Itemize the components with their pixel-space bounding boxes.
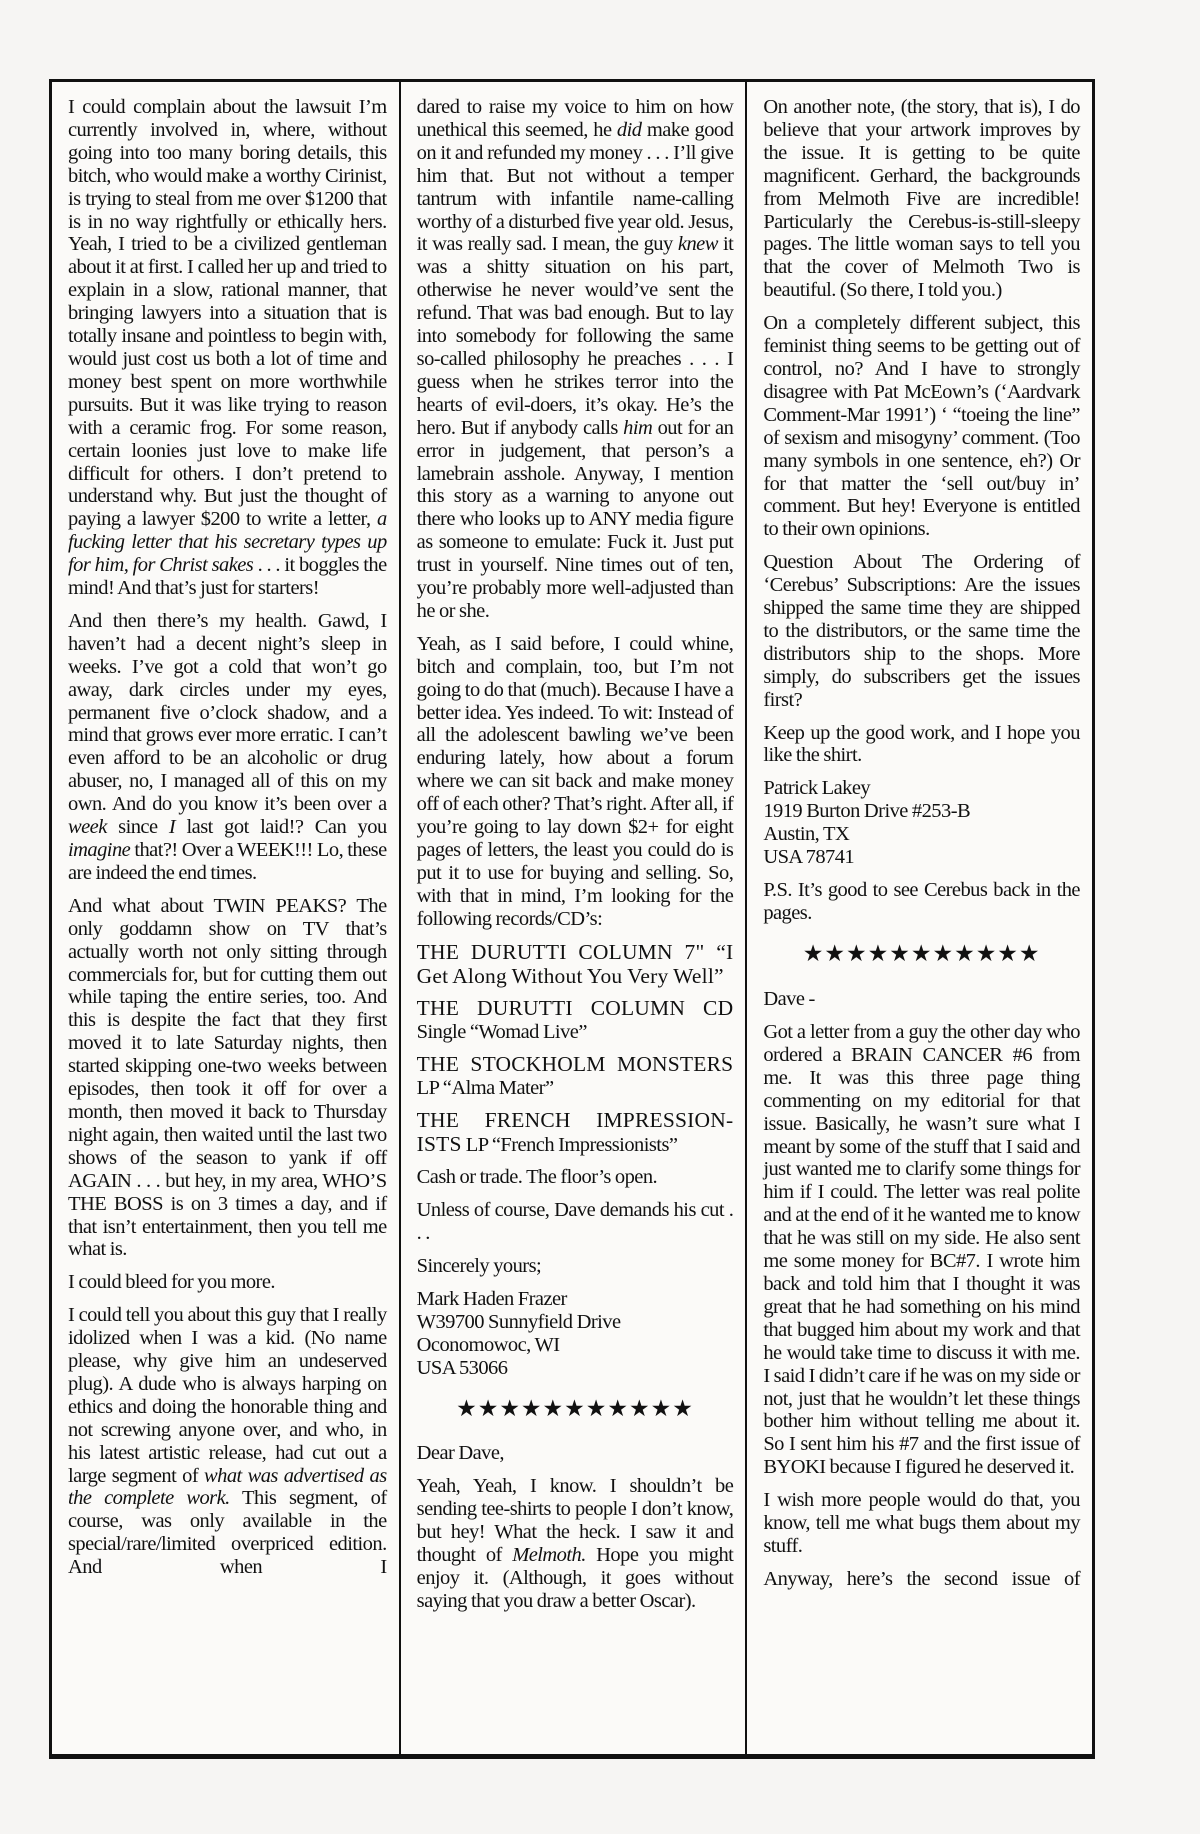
text-run: Got a letter from a guy the other day who ordered a BRAIN CANCER #6 from me. It was this three page thing commenting on my editorial for that issue. Basically, he wasn’t sure what I meant by some of the stuff that I said and just wanted me to clarify some things for him if I could. The letter was real polite and at the end of it he wanted me to know that he was still on my side. He also sent me some money for BC#7. I wrote him back and told him that I thought it was great that he had something on his mind that bugged him about my work and that he would take time to discuss it with me. I said I didn’t care if he was on my side or not, just that he wouldn’t let these things bother him without telling me about it. So I sent him his #7 and the first issue of BYOKI because I figured he deserved it.	[763, 1021, 1080, 1479]
address-line: Austin, TX	[763, 823, 850, 846]
letter-paragraph	[763, 879, 1080, 925]
letter-paragraph	[68, 1304, 387, 1579]
text-run: P.S. It’s good to see Cerebus back in the pages.	[763, 879, 1080, 925]
italic-text: a fucking letter that his secretary types up for him, for Christ sakes	[68, 508, 387, 577]
text-run: Dear Dave,	[416, 1442, 504, 1465]
record-listing	[417, 941, 734, 989]
address-line: USA 53066	[416, 1356, 508, 1379]
letter-paragraph	[763, 312, 1080, 541]
text-run: Hope you might enjoy it. (Although, it goes without saying that you draw a better Oscar).	[416, 1544, 734, 1612]
address-line: Oconomowoc, WI	[416, 1333, 560, 1356]
text-run: THE DURUTTI COLUMN CD	[416, 996, 734, 1021]
text-run: This segment, of course, was only available in the special/rare/limited overpriced edition. And when I	[68, 1487, 387, 1579]
address-line: Patrick Lakey	[763, 777, 871, 800]
letter-paragraph	[763, 551, 1080, 711]
text-run: THE STOCKHOLM MONSTERS	[416, 1052, 734, 1077]
text-run: I wish more people would do that, you know, tell me what bugs them about my stuff.	[763, 1489, 1080, 1557]
text-run: LP “Alma Mater”	[416, 1077, 554, 1100]
text-run: And what about TWIN PEAKS? The only goddamn show on TV that’s actually worth not only sitting through commercials for, but for cutting them out while taping the entire series, too. And this is despite the fact that they first moved it to late Saturday nights, then started skipping one-two weeks between episodes, then took it off for over a month, then moved it back to Thursday night again, then waited until the last two shows of the season to yank if off AGAIN . . . but hey, in my area, WHO’S THE BOSS is on 3 times a day, and if that isn’t entertainment, then you tell me what is.	[68, 894, 387, 1261]
italic-text: did	[616, 118, 642, 141]
record-listing	[417, 1053, 734, 1100]
italic-text: week	[68, 816, 107, 839]
text-run: make good on it and refunded my money . . . I’ll give him that. But not without a temper tantrum with infantile name-calling worthy of a disturbed five year old. Jesus, it was really sad. I mean, the guy	[416, 118, 734, 256]
text-run: I could complain about the lawsuit I’m currently involved in, where, without going into too many boring details, this bitch, who would make a worthy Cirinist, is trying to steal from me over $1200 that is in no way rightfully or ethically hers. Yeah, I tried to be a civilized gentleman about it at first. I called her up and tried to explain in a slow, rational manner, that bringing lawyers into a situation that is totally insane and pointless to begin with, would just cost us both a lot of time and money best spent on more worthwhile pursuits. But it was like trying to reason with a ceramic frog. For some reason, certain loonies just love to make life difficult for others. I don’t pretend to understand why. But just the thought of paying a lawyer $200 to write a letter,	[68, 96, 387, 531]
text-run: And then there’s my health. Gawd, I haven’t had a decent night’s sleep in weeks. I’ve got a cold that won’t go away, dark circles under my eyes, permanent five o’clock shadow, and a mind that grows ever more erratic. I can’t even afford to be an alcoholic or drug abuser, no, I managed all of this on my own. And do you know it’s been over a	[68, 609, 387, 816]
letter-paragraph	[763, 722, 1080, 768]
text-run: I could tell you about this guy that I really idolized when I was a kid. (No name please, why give him an undeserved plug). A dude who is always harping on ethics and doing the honorable thing and not screwing anyone over, and who, in his latest artistic release, had cut out a large segment of	[68, 1304, 387, 1487]
italic-text: him	[623, 416, 653, 439]
letters-page-frame	[49, 79, 1095, 1759]
text-run: Cash or trade. The floor’s open.	[416, 1165, 658, 1188]
text-run: THE FRENCH IMPRESSION-ISTS	[416, 1108, 734, 1156]
column-3	[745, 82, 1092, 1754]
signature-address	[763, 777, 1080, 869]
address-line: 1919 Burton Drive #253-B	[763, 800, 971, 823]
italic-text: imagine	[68, 839, 131, 861]
letter-paragraph	[763, 1489, 1080, 1558]
letter-paragraph	[68, 96, 387, 600]
letter-paragraph	[763, 96, 1080, 302]
star-divider: ★★★★★★★★★★★	[802, 941, 1041, 968]
text-run: since	[106, 816, 169, 839]
letter-paragraph	[417, 1442, 734, 1465]
text-run: Sincerely yours;	[416, 1254, 542, 1277]
address-line: W39700 Sunnyfield Drive	[416, 1310, 621, 1333]
letter-paragraph	[68, 610, 387, 885]
record-listing	[417, 1109, 734, 1157]
text-run: dared to raise my voice to him on how unethical this seemed, he	[416, 96, 734, 141]
text-run: THE DURUTTI COLUMN 7" “I Get Along Without You Very Well”	[416, 939, 734, 988]
text-run: Anyway, here’s the second issue of	[763, 1567, 1080, 1590]
text-run: that?! Over a WEEK!!! Lo, these are indeed the end times.	[68, 839, 387, 884]
text-run: out for an error in judgement, that person’s a lamebrain asshole. Anyway, I mention this story as a warning to anyone out there who looks up to ANY media figure as someone to emulate: Fuck it. Just put trust in yourself. Nine times out of ten, you’re probably more well-adjusted than he or she.	[416, 416, 734, 622]
letter-paragraph	[68, 895, 387, 1262]
text-run: Single “Womad Live”	[416, 1021, 587, 1044]
text-run: Keep up the good work, and I hope you like the shirt.	[763, 721, 1080, 767]
column-2	[399, 82, 746, 1754]
text-run: Question About The Ordering of ‘Cerebus’ Subscriptions: Are the issues shipped the same time they are shipped to the distributors, or the same time the distributors ship to the shops. More simply, do subscribers get the issues first?	[763, 551, 1080, 711]
text-run: On a completely different subject, this feminist thing seems to be getting out of control, no? And I have to strongly disagree with Pat McEown’s (‘Aardvark Comment-Mar 1991’) ‘ “toeing the line” of sexism and misogyny’ comment. (Too many symbols in one sentence, eh?) Or for that matter the ‘sell out/buy in’ comment. But hey! Everyone is entitled to their own opinions.	[763, 312, 1080, 541]
star-divider: ★★★★★★★★★★★	[456, 1395, 694, 1422]
italic-text: knew	[677, 233, 718, 256]
letter-paragraph	[417, 1475, 734, 1612]
letter-paragraph	[417, 1166, 734, 1189]
letter-paragraph	[417, 1255, 734, 1278]
letter-paragraph	[417, 1199, 734, 1245]
italic-text: I	[168, 816, 176, 839]
address-line: Mark Haden Frazer	[416, 1287, 567, 1310]
letter-paragraph	[417, 633, 734, 931]
letter-paragraph	[763, 1021, 1080, 1479]
italic-text: what was advertised as the complete work.	[68, 1464, 387, 1510]
column-1	[52, 82, 399, 1754]
text-run: Unless of course, Dave demands his cut . . .	[416, 1198, 734, 1244]
text-run: LP “French Impressionists”	[461, 1133, 678, 1156]
letter-paragraph	[763, 988, 1080, 1011]
text-run: it was a shitty situation on his part, otherwise he never would’ve sent the refund. That was bad enough. But to lay into somebody for following the same so-called philosophy he preaches . . . I guess when he strikes terror into the hearts of evil-doers, it’s okay. He’s the hero. But if anybody calls	[416, 233, 734, 439]
letter-paragraph	[68, 1271, 387, 1294]
text-run: last got laid!? Can you	[175, 816, 387, 839]
letter-paragraph	[417, 96, 734, 623]
text-run: Yeah, Yeah, I know. I shouldn’t be sending tee-shirts to people I don’t know, but hey! What the heck. I saw it and thought of	[416, 1475, 734, 1567]
text-run: Dave -	[763, 988, 815, 1011]
address-line: USA 78741	[763, 846, 855, 869]
text-run: I could bleed for you more.	[68, 1271, 275, 1294]
text-run: On another note, (the story, that is), I do believe that your artwork improves by the issue. It is getting to be quite magnificent. Gerhard, the backgrounds from Melmoth Five are incredible! Particularly the Cerebus-is-still-sleepy pages. The little woman says to tell you that the cover of Melmoth Two is beautiful. (So there, I told you.)	[763, 96, 1080, 302]
text-run: . . . it boggles the mind! And that’s just for starters!	[68, 554, 387, 600]
italic-text: Melmoth.	[512, 1544, 586, 1567]
record-listing	[417, 997, 734, 1044]
letter-paragraph	[763, 1568, 1080, 1591]
signature-address	[417, 1288, 734, 1380]
text-run: Yeah, as I said before, I could whine, bitch and complain, too, but I’m not going to do that (much). Because I have a better idea. Yes indeed. To wit: Instead of all the adolescent bawling we’ve been enduring lately, how about a forum where we can sit back and make money off of each other? That’s right. After all, if you’re going to lay down $2+ for eight pages of letters, the least you could do is put it to use for buying and selling. So, with that in mind, I’m looking for the following records/CD’s:	[416, 632, 734, 930]
